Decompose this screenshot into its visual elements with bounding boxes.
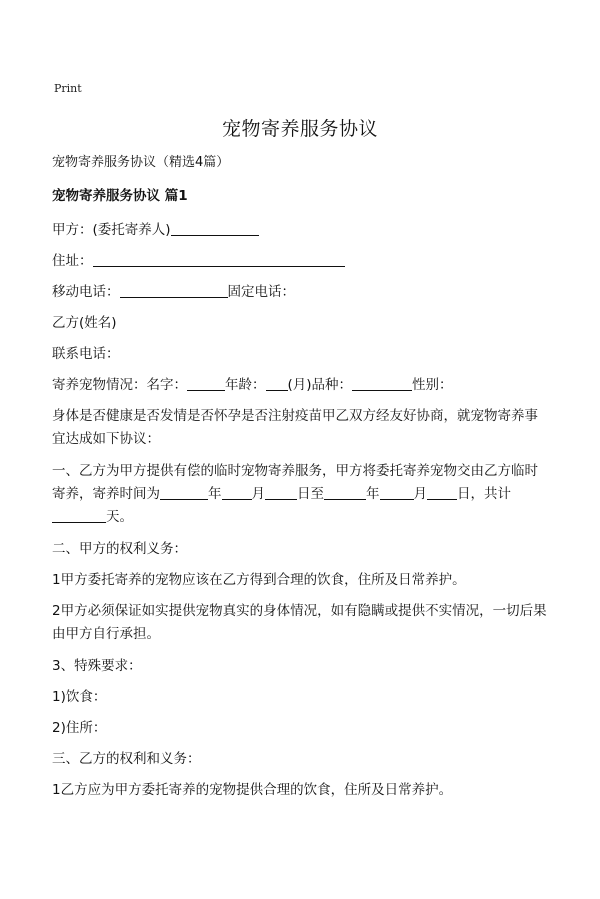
- document-content: [52, 152, 548, 810]
- phone-line: [52, 281, 548, 303]
- contact-line: 联系电话：: [52, 346, 120, 362]
- party-b-line: 乙方(姓名): [52, 315, 117, 331]
- year-label-1: 年: [208, 486, 222, 502]
- clause-1-text: 一、乙方为甲方提供有偿的临时宠物寄养服务，甲方将委托寄养宠物交由乙方临时寄养，寄养时间为: [52, 463, 538, 502]
- pet-breed-blank: [352, 376, 412, 391]
- party-a-line: [52, 219, 548, 241]
- day-label-2: 日，共计: [457, 486, 511, 502]
- year-label-2: 年: [366, 486, 380, 502]
- end-month-blank: [380, 485, 414, 500]
- pet-info-line: [52, 374, 548, 396]
- month-label-1: 月: [251, 486, 265, 502]
- mobile-blank: [120, 283, 228, 298]
- day-to-label: 日至: [297, 486, 324, 502]
- days-end-label: 天。: [106, 509, 133, 525]
- party-a-blank: [171, 221, 259, 236]
- pet-age-label: 年龄：: [225, 377, 266, 393]
- start-year-blank: [160, 485, 208, 500]
- end-day-blank: [427, 485, 457, 500]
- address-label: 住址：: [52, 253, 93, 269]
- clause-1: [52, 460, 548, 529]
- pet-info-prefix: 寄养宠物情况：名字：: [52, 377, 187, 393]
- clause-3-item-1: 1)饮食：: [52, 689, 107, 705]
- health-paragraph: 身体是否健康是否发情是否怀孕是否注射疫苗甲乙双方经友好协商，就宠物寄养事宜达成如下协议：: [52, 408, 538, 447]
- clause-4-title: 三、乙方的权利和义务：: [52, 751, 201, 767]
- document-subtitle: 宠物寄养服务协议（精选4篇）: [52, 155, 230, 170]
- days-total-blank: [52, 508, 106, 523]
- clause-2-title: 二、甲方的权利义务：: [52, 541, 187, 557]
- clause-3-item-2: 2)住所：: [52, 720, 107, 736]
- fixed-label: 固定电话：: [227, 284, 295, 300]
- address-line: [52, 250, 548, 272]
- end-year-blank: [324, 485, 366, 500]
- clause-3-title: 3、特殊要求：: [52, 658, 142, 674]
- clause-2-item-2: 2甲方必须保证如实提供宠物真实的身体情况，如有隐瞒或提供不实情况，一切后果由甲方自行承担。: [52, 603, 547, 642]
- pet-gender-label: 性别：: [412, 377, 453, 393]
- clause-4-item-1: 1乙方应为甲方委托寄养的宠物提供合理的饮食，住所及日常养护。: [52, 782, 453, 798]
- section-title-1: 宠物寄养服务协议 篇1: [52, 188, 188, 204]
- page-title: 宠物寄养服务协议: [221, 118, 378, 140]
- start-day-blank: [265, 485, 297, 500]
- address-blank: [93, 252, 345, 267]
- mobile-label: 移动电话：: [52, 284, 120, 300]
- party-a-label: 甲方：(委托寄养人): [52, 222, 171, 238]
- pet-month-label: (月)品种：: [287, 377, 353, 393]
- month-label-2: 月: [413, 486, 427, 502]
- clause-2-item-1: 1甲方委托寄养的宠物应该在乙方得到合理的饮食，住所及日常养护。: [52, 572, 466, 588]
- print-link[interactable]: Print: [54, 82, 82, 95]
- start-month-blank: [222, 485, 252, 500]
- pet-age-blank: [266, 376, 288, 391]
- pet-name-blank: [187, 376, 225, 391]
